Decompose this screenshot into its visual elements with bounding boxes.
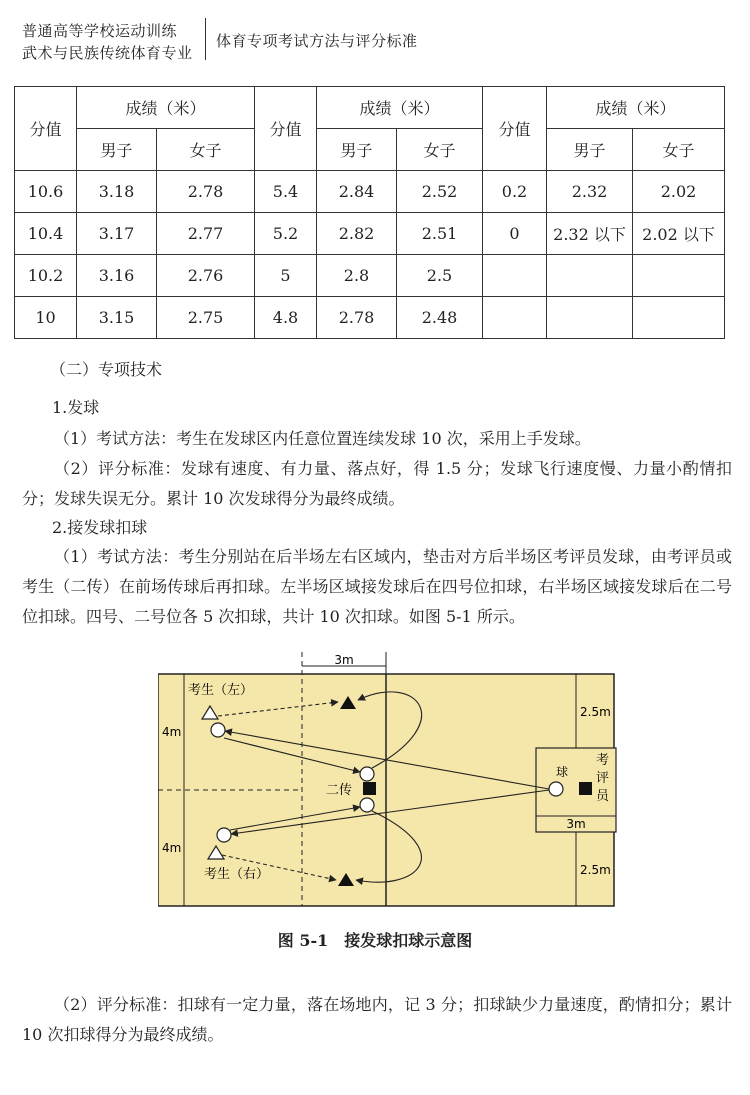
table-cell: 5.2 bbox=[255, 213, 317, 255]
table-cell: 3.16 bbox=[77, 255, 157, 297]
dim-3m-top: 3m bbox=[334, 653, 354, 667]
table-cell: 5 bbox=[255, 255, 317, 297]
examiner-label-2: 评 bbox=[596, 771, 610, 786]
table-cell: 0 bbox=[483, 213, 547, 255]
score-header: 分值 bbox=[483, 87, 547, 171]
header-right: 体育专项考试方法与评分标准 bbox=[216, 32, 418, 50]
table-cell: 2.82 bbox=[317, 213, 397, 255]
male-header: 男子 bbox=[77, 129, 157, 171]
setter-circle-lower bbox=[360, 798, 374, 812]
section-heading: （二）专项技术 bbox=[50, 360, 163, 379]
setter-square bbox=[363, 782, 376, 795]
table-cell: 10.2 bbox=[15, 255, 77, 297]
female-header: 女子 bbox=[397, 129, 483, 171]
examiner-label-3: 员 bbox=[596, 789, 610, 804]
score-header: 分值 bbox=[255, 87, 317, 171]
table-cell: 2.78 bbox=[157, 171, 255, 213]
table-cell: 5.4 bbox=[255, 171, 317, 213]
header-line-1: 普通高等学校运动训练 bbox=[22, 22, 178, 40]
table-cell bbox=[483, 297, 547, 339]
table-cell: 2.75 bbox=[157, 297, 255, 339]
paragraph: （1）考试方法：考生分别站在后半场左右区域内，垫击对方后半场区考评员发球，由考评员或考生（二传）在前场传球后再扣球。左半场区域接发球后在四号位扣球，右半场区域接发球后在二号位扣球。四号、二号位各 5 次扣球，共计 10 次扣球。如图 5-1 所示。 bbox=[22, 547, 732, 626]
table-row bbox=[15, 255, 725, 297]
table-cell: 2.48 bbox=[397, 297, 483, 339]
table-cell: 2.8 bbox=[317, 255, 397, 297]
dim-3m-box: 3m bbox=[566, 817, 586, 831]
table-cell: 2.78 bbox=[317, 297, 397, 339]
table-cell bbox=[633, 255, 725, 297]
table-cell: 10.6 bbox=[15, 171, 77, 213]
dim-25m-lower: 2.5m bbox=[580, 863, 611, 877]
table-cell: 2.77 bbox=[157, 213, 255, 255]
item-title: 1.发球 bbox=[52, 398, 100, 417]
result-header: 成绩（米） bbox=[77, 87, 255, 129]
table-cell: 0.2 bbox=[483, 171, 547, 213]
table-cell: 4.8 bbox=[255, 297, 317, 339]
page-header bbox=[0, 0, 750, 70]
setter-label: 二传 bbox=[326, 783, 353, 798]
paragraph: （2）评分标准：扣球有一定力量，落在场地内，记 3 分；扣球缺少力量速度，酌情扣分；累计 10 次扣球得分为最终成绩。 bbox=[22, 995, 732, 1044]
header-divider bbox=[205, 18, 206, 60]
male-header: 男子 bbox=[317, 129, 397, 171]
table-cell: 2.84 bbox=[317, 171, 397, 213]
female-header: 女子 bbox=[633, 129, 725, 171]
score-table bbox=[14, 86, 725, 339]
table-cell: 3.15 bbox=[77, 297, 157, 339]
table-cell: 2.32 以下 bbox=[547, 213, 633, 255]
student-left-label: 考生（左） bbox=[188, 683, 254, 698]
score-header: 分值 bbox=[15, 87, 77, 171]
result-header: 成绩（米） bbox=[547, 87, 725, 129]
examiner-label-1: 考 bbox=[596, 753, 610, 768]
dim-4m-upper: 4m bbox=[162, 725, 182, 739]
student-right-label: 考生（右） bbox=[204, 867, 270, 882]
table-cell bbox=[547, 255, 633, 297]
table-cell bbox=[547, 297, 633, 339]
examiner-square bbox=[579, 782, 592, 795]
table-cell: 3.18 bbox=[77, 171, 157, 213]
table-cell bbox=[633, 297, 725, 339]
header-left bbox=[22, 20, 193, 64]
table-row bbox=[15, 171, 725, 213]
item-title: 2.接发球扣球 bbox=[52, 518, 148, 537]
paragraph: （2）评分标准：发球有速度、有力量、落点好，得 1.5 分；发球飞行速度慢、力量小酌情扣分；发球失误无分。累计 10 次发球得分为最终成绩。 bbox=[22, 459, 732, 508]
table-cell: 2.02 bbox=[633, 171, 725, 213]
table-cell: 3.17 bbox=[77, 213, 157, 255]
table-row bbox=[15, 297, 725, 339]
table-cell: 2.51 bbox=[397, 213, 483, 255]
table-cell: 2.76 bbox=[157, 255, 255, 297]
table-cell: 2.52 bbox=[397, 171, 483, 213]
table-cell: 2.32 bbox=[547, 171, 633, 213]
setter-circle-upper bbox=[360, 767, 374, 781]
male-header: 男子 bbox=[547, 129, 633, 171]
header-line-2: 武术与民族传统体育专业 bbox=[22, 44, 193, 62]
figure-caption: 图 5-1 接发球扣球示意图 bbox=[277, 931, 473, 950]
dim-25m-upper: 2.5m bbox=[580, 705, 611, 719]
ball-circle bbox=[549, 782, 563, 796]
female-header: 女子 bbox=[157, 129, 255, 171]
dim-4m-lower: 4m bbox=[162, 841, 182, 855]
table-cell bbox=[483, 255, 547, 297]
student-left-circle bbox=[211, 723, 225, 737]
table-cell: 10 bbox=[15, 297, 77, 339]
table-cell: 2.02 以下 bbox=[633, 213, 725, 255]
table-row bbox=[15, 213, 725, 255]
student-right-circle bbox=[217, 828, 231, 842]
result-header: 成绩（米） bbox=[317, 87, 483, 129]
table-cell: 10.4 bbox=[15, 213, 77, 255]
table-cell: 2.5 bbox=[397, 255, 483, 297]
volleyball-court-diagram bbox=[158, 652, 618, 912]
ball-label: 球 bbox=[556, 765, 569, 779]
paragraph: （1）考试方法：考生在发球区内任意位置连续发球 10 次，采用上手发球。 bbox=[54, 429, 591, 448]
